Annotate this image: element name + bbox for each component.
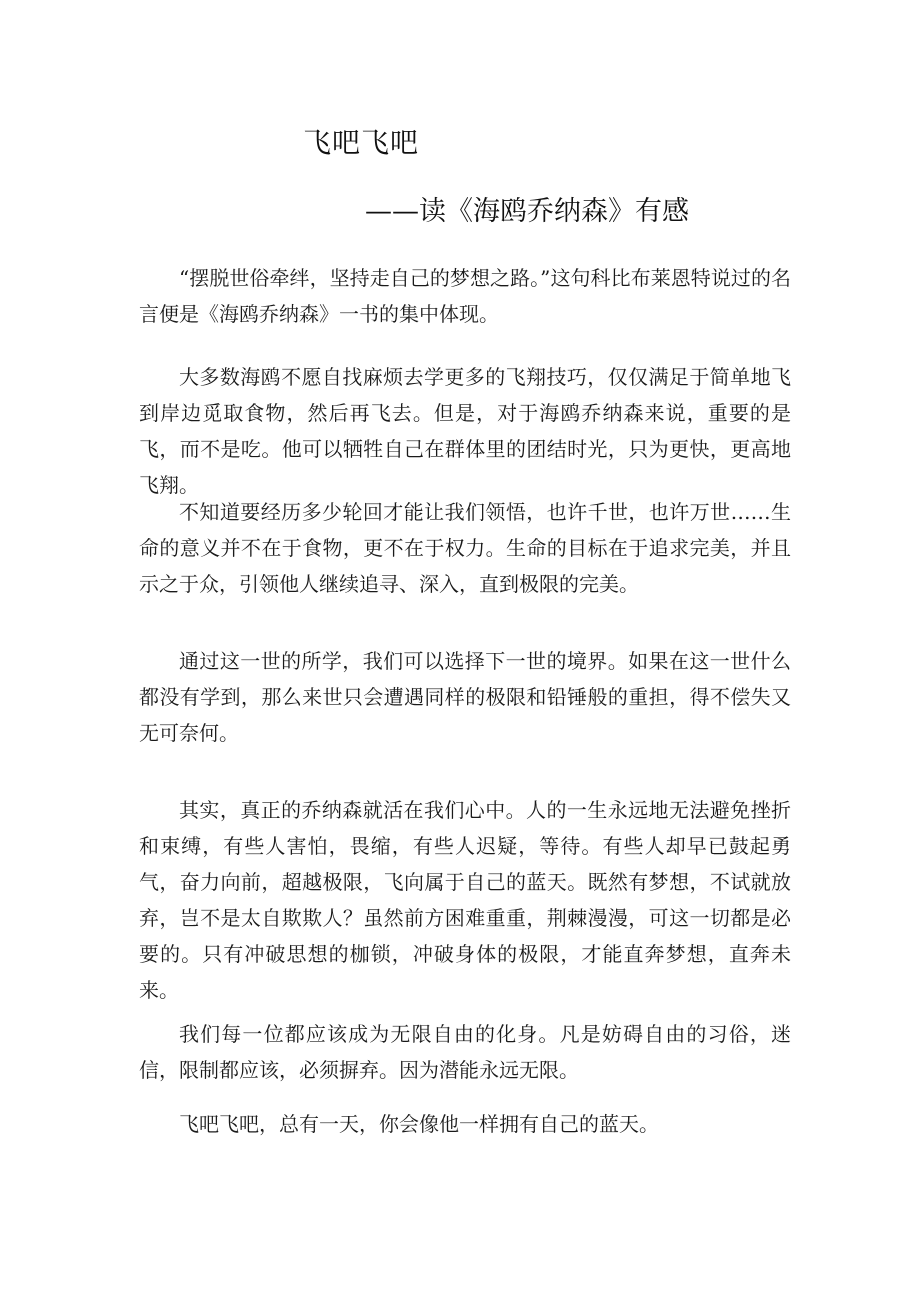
essay-subtitle: ——读《海鸥乔纳森》有感 [365,196,689,227]
essay-title: 飞吧飞吧 [303,126,420,159]
paragraph-2: 大多数海鸥不愿自找麻烦去学更多的飞翔技巧，仅仅满足于简单地飞到岸边觅取食物，然后再飞去。但是，对于海鸥乔纳森来说，重要的是飞，而不是吃。他可以牺牲自己在群体里的团结时光，只为更快，更高地飞翔。 [139,365,791,497]
paragraph-5: 其实，真正的乔纳森就活在我们心中。人的一生永远地无法避免挫折和束缚，有些人害怕，畏缩，有些人迟疑，等待。有些人却早已鼓起勇气，奋力向前，超越极限，飞向属于自己的蓝天。既然有梦想，不试就放弃，岂不是太自欺欺人？虽然前方困难重重，荆棘漫漫，可这一切都是必要的。只有冲破思想的枷锁，冲破身体的极限，才能直奔梦想，直奔未来。 [139,798,791,1002]
paragraph-3: 不知道要经历多少轮回才能让我们领悟，也许千世，也许万世……生命的意义并不在于食物，更不在于权力。生命的目标在于追求完美，并且示之于众，引领他人继续追寻、深入，直到极限的完美。 [139,500,791,596]
paragraph-4: 通过这一世的所学，我们可以选择下一世的境界。如果在这一世什么都没有学到，那么来世只会遭遇同样的极限和铅锤般的重担，得不偿失又无可奈何。 [139,649,791,745]
paragraph-7: 飞吧飞吧，总有一天，你会像他一样拥有自己的蓝天。 [179,1112,659,1136]
paragraph-1: “摆脱世俗牵绊，坚持走自己的梦想之路。”这句科比布莱恩特说过的名言便是《海鸥乔纳森》一书的集中体现。 [139,266,791,326]
paragraph-6: 我们每一位都应该成为无限自由的化身。凡是妨碍自由的习俗，迷信，限制都应该，必须摒弃。因为潜能永远无限。 [139,1022,791,1082]
